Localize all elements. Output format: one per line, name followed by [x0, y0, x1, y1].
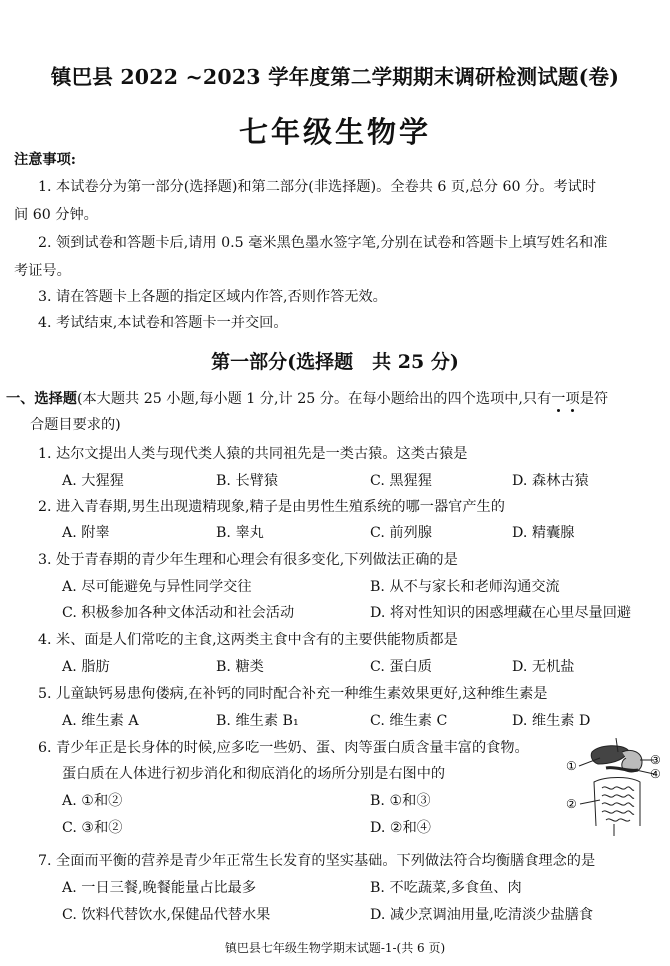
question-6-option-d: D. ②和④	[370, 820, 431, 836]
question-1-option-b: B. 长臂猿	[216, 473, 279, 489]
question-4-option-b: B. 糖类	[216, 659, 264, 675]
small-intestine-shape	[602, 787, 634, 821]
question-3-stem: 3. 处于青春期的青少年生理和心理会有很多变化,下列做法正确的是	[38, 552, 458, 568]
label-2-leader	[580, 800, 600, 804]
question-6-option-b: B. ①和③	[370, 793, 431, 809]
question-2-option-a: A. 附睾	[62, 525, 110, 541]
question-3-option-a: A. 尽可能避免与异性同学交往	[62, 579, 252, 595]
question-3-option-c: C. 积极参加各种文体活动和社会活动	[62, 605, 295, 621]
notice-item-2-line-2: 考证号。	[14, 263, 71, 279]
notice-item-3: 3. 请在答题卡上各题的指定区域内作答,否则作答无效。	[38, 289, 387, 305]
question-2-option-b: B. 睾丸	[216, 525, 264, 541]
notice-heading: 注意事项:	[14, 152, 76, 168]
question-7-option-b: B. 不吃蔬菜,多食鱼、肉	[370, 880, 522, 896]
question-1-option-d: D. 森林古猿	[512, 473, 589, 489]
question-5-option-c: C. 维生素 C	[370, 713, 448, 729]
question-4-option-d: D. 无机盐	[512, 659, 575, 675]
diagram-label-2: ②	[566, 797, 577, 811]
question-4-stem: 4. 米、面是人们常吃的主食,这两类主食中含有的主要供能物质都是	[38, 632, 458, 648]
question-7-option-c: C. 饮料代替饮水,保健品代替水果	[62, 907, 271, 923]
question-7-option-a: A. 一日三餐,晚餐能量占比最多	[62, 880, 257, 896]
question-1-option-a: A. 大猩猩	[62, 473, 124, 489]
question-5-option-b: B. 维生素 B₁	[216, 713, 299, 729]
question-6-stem: 6. 青少年正是长身体的时候,应多吃一些奶、蛋、肉等蛋白质含量丰富的食物。	[38, 740, 529, 756]
question-6-stem-line-2: 蛋白质在人体进行初步消化和彻底消化的场所分别是右图中的	[62, 766, 446, 782]
section-1-intro-label: 一、选择题	[6, 391, 77, 407]
question-6-option-c: C. ③和②	[62, 820, 123, 836]
page-footer: 镇巴县七年级生物学期末试题-1-(共 6 页)	[224, 941, 446, 955]
question-5-option-a: A. 维生素 A	[62, 713, 139, 729]
question-7-option-d: D. 减少烹调油用量,吃清淡少盐膳食	[370, 907, 594, 923]
question-2-stem: 2. 进入青春期,男生出现遗精现象,精子是由男性生殖系统的哪一器官产生的	[38, 499, 505, 515]
large-intestine-shape	[594, 778, 640, 827]
notice-item-1-line-1: 1. 本试卷分为第一部分(选择题)和第二部分(非选择题)。全卷共 6 页,总分 60 分。考试时	[38, 179, 597, 195]
section-1-intro-text-b: 是符	[579, 391, 609, 407]
question-2-option-d: D. 精囊腺	[512, 525, 575, 541]
question-6-option-a: A. ①和②	[62, 793, 123, 809]
question-7-stem: 7. 全面而平衡的营养是青少年正常生长发育的坚实基础。下列做法符合均衡膳食理念的是	[38, 853, 596, 869]
section-1-intro-text-a: (本大题共 25 小题,每小题 1 分,计 25 分。在每小题给出的四个选项中,只有	[76, 391, 552, 407]
question-1-stem: 1. 达尔文提出人类与现代类人猿的共同祖先是一类古猿。这类古猿是	[38, 446, 468, 462]
question-2-option-c: C. 前列腺	[370, 525, 432, 541]
question-1-option-c: C. 黑猩猩	[370, 473, 432, 489]
exam-title: 镇巴县 2022 ~2023 学年度第二学期期末调研检测试题(卷)	[50, 65, 620, 89]
digestive-system-diagram	[566, 738, 662, 838]
question-5-stem: 5. 儿童缺钙易患佝偻病,在补钙的同时配合补充一种维生素效果更好,这种维生素是	[38, 686, 548, 702]
section-1-intro-line-2: 合题目要求的)	[30, 417, 121, 433]
notice-item-1-line-2: 间 60 分钟。	[14, 207, 98, 223]
notice-item-2-line-1: 2. 领到试卷和答题卡后,请用 0.5 毫米黑色墨水签字笔,分别在试卷和答题卡上填写姓名和准	[38, 235, 608, 251]
diagram-label-3: ③	[650, 753, 661, 767]
diagram-label-1: ①	[566, 759, 577, 773]
notice-item-4: 4. 考试结束,本试卷和答题卡一并交回。	[38, 315, 288, 331]
question-4-option-c: C. 蛋白质	[370, 659, 432, 675]
question-4-option-a: A. 脂肪	[62, 659, 110, 675]
question-3-option-b: B. 从不与家长和老师沟通交流	[370, 579, 560, 595]
section-1-intro	[6, 389, 608, 409]
emphasis-char-2: 项	[565, 391, 579, 407]
emphasis-char-1: 一	[551, 391, 565, 407]
diagram-label-4: ④	[650, 767, 661, 781]
question-3-option-d: D. 将对性知识的困惑埋藏在心里尽量回避	[370, 605, 632, 621]
section-1-title: 第一部分(选择题 共 25 分)	[211, 351, 459, 373]
question-5-option-d: D. 维生素 D	[512, 713, 591, 729]
subject-title: 七年级生物学	[238, 115, 431, 149]
